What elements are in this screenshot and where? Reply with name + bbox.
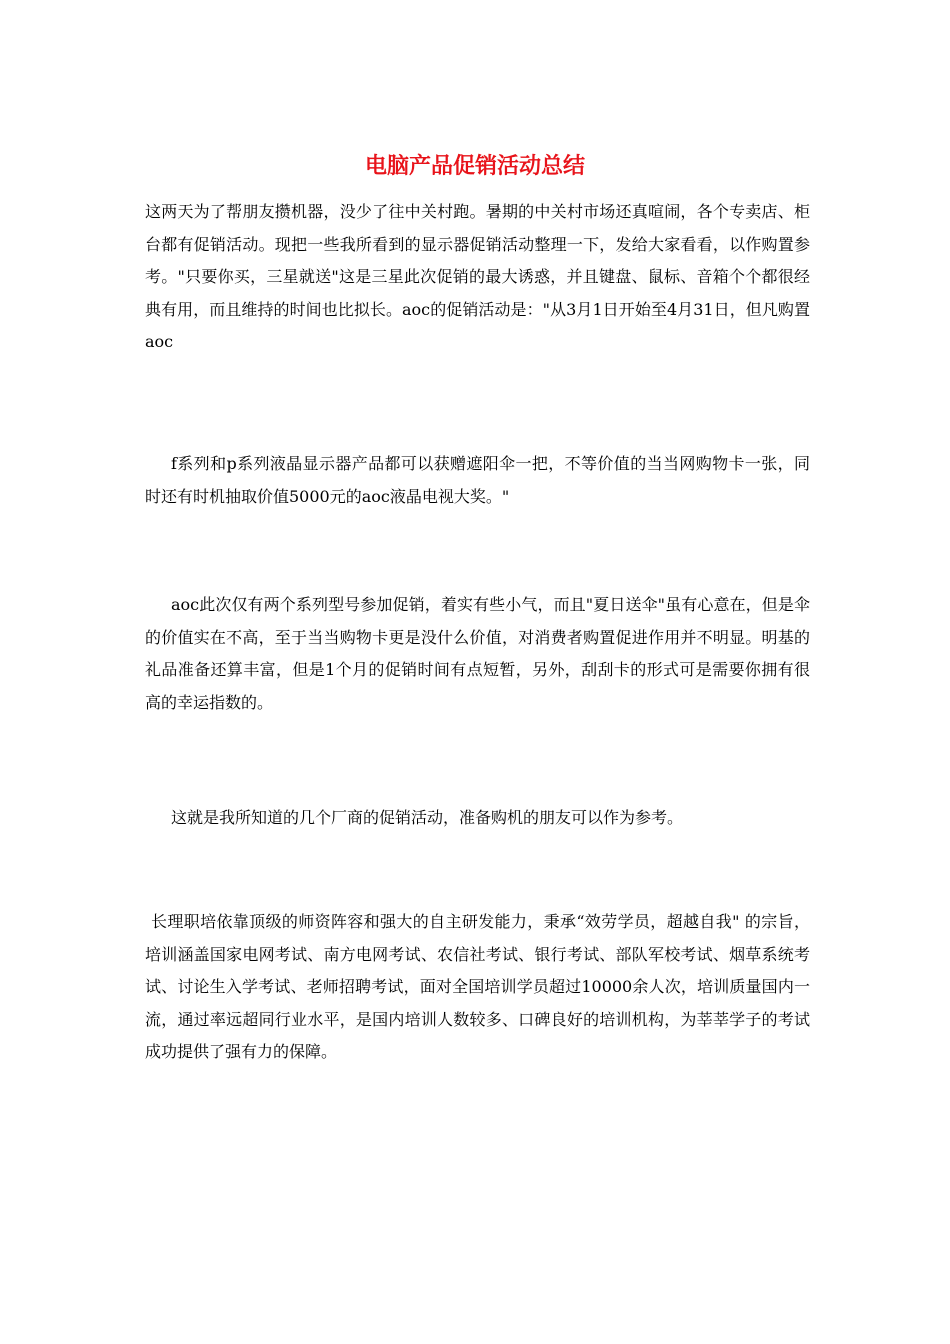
paragraph-intro: 这两天为了帮朋友攒机器，没少了往中关村跑。暑期的中关村市场还真喧闹，各个专卖店、柜台都有促销活动。现把一些我所看到的显示器促销活动整理一下，发给大家看看，以作购置参考。"只要你买，三星就送"这是三星此次促销的最大诱惑，并且键盘、鼠标、音箱个个都很经典有用，而且维持的时间也比拟长。aoc的促销活动是："从3月1日开始至4月31日，但凡购置aoc xyxy=(145,202,810,352)
paragraph-aoc-promotion: f系列和p系列液晶显示器产品都可以获赠遮阳伞一把，不等价值的当当网购物卡一张，同时还有时机抽取价值5000元的aoc液晶电视大奖。" xyxy=(145,454,810,506)
paragraph-conclusion: 这就是我所知道的几个厂商的促销活动，准备购机的朋友可以作为参考。 xyxy=(171,808,684,827)
paragraph-advertisement: 长理职培依靠顶级的师资阵容和强大的自主研发能力，秉承“效劳学员，超越自我" 的宗旨，培训涵盖国家电网考试、南方电网考试、农信社考试、银行考试、部队军校考试、烟草系统考试、讨论生入学考试、老师招聘考试，面对全国培训学员超过10000余人次，培训质量国内一流，通过率远超同行业水平，是国内培训人数较多、口碑良好的培训机构，为莘莘学子的考试成功提供了强有力的保障。 xyxy=(145,912,810,1062)
document-title: 电脑产品促销活动总结 xyxy=(364,154,585,179)
paragraph-analysis: aoc此次仅有两个系列型号参加促销，着实有些小气，而且"夏日送伞"虽有心意在，但是伞的价值实在不高，至于当当购物卡更是没什么价值，对消费者购置促进作用并不明显。明基的礼品准备还算丰富，但是1个月的促销时间有点短暂，另外，刮刮卡的形式可是需要你拥有很高的幸运指数的。 xyxy=(145,595,810,712)
